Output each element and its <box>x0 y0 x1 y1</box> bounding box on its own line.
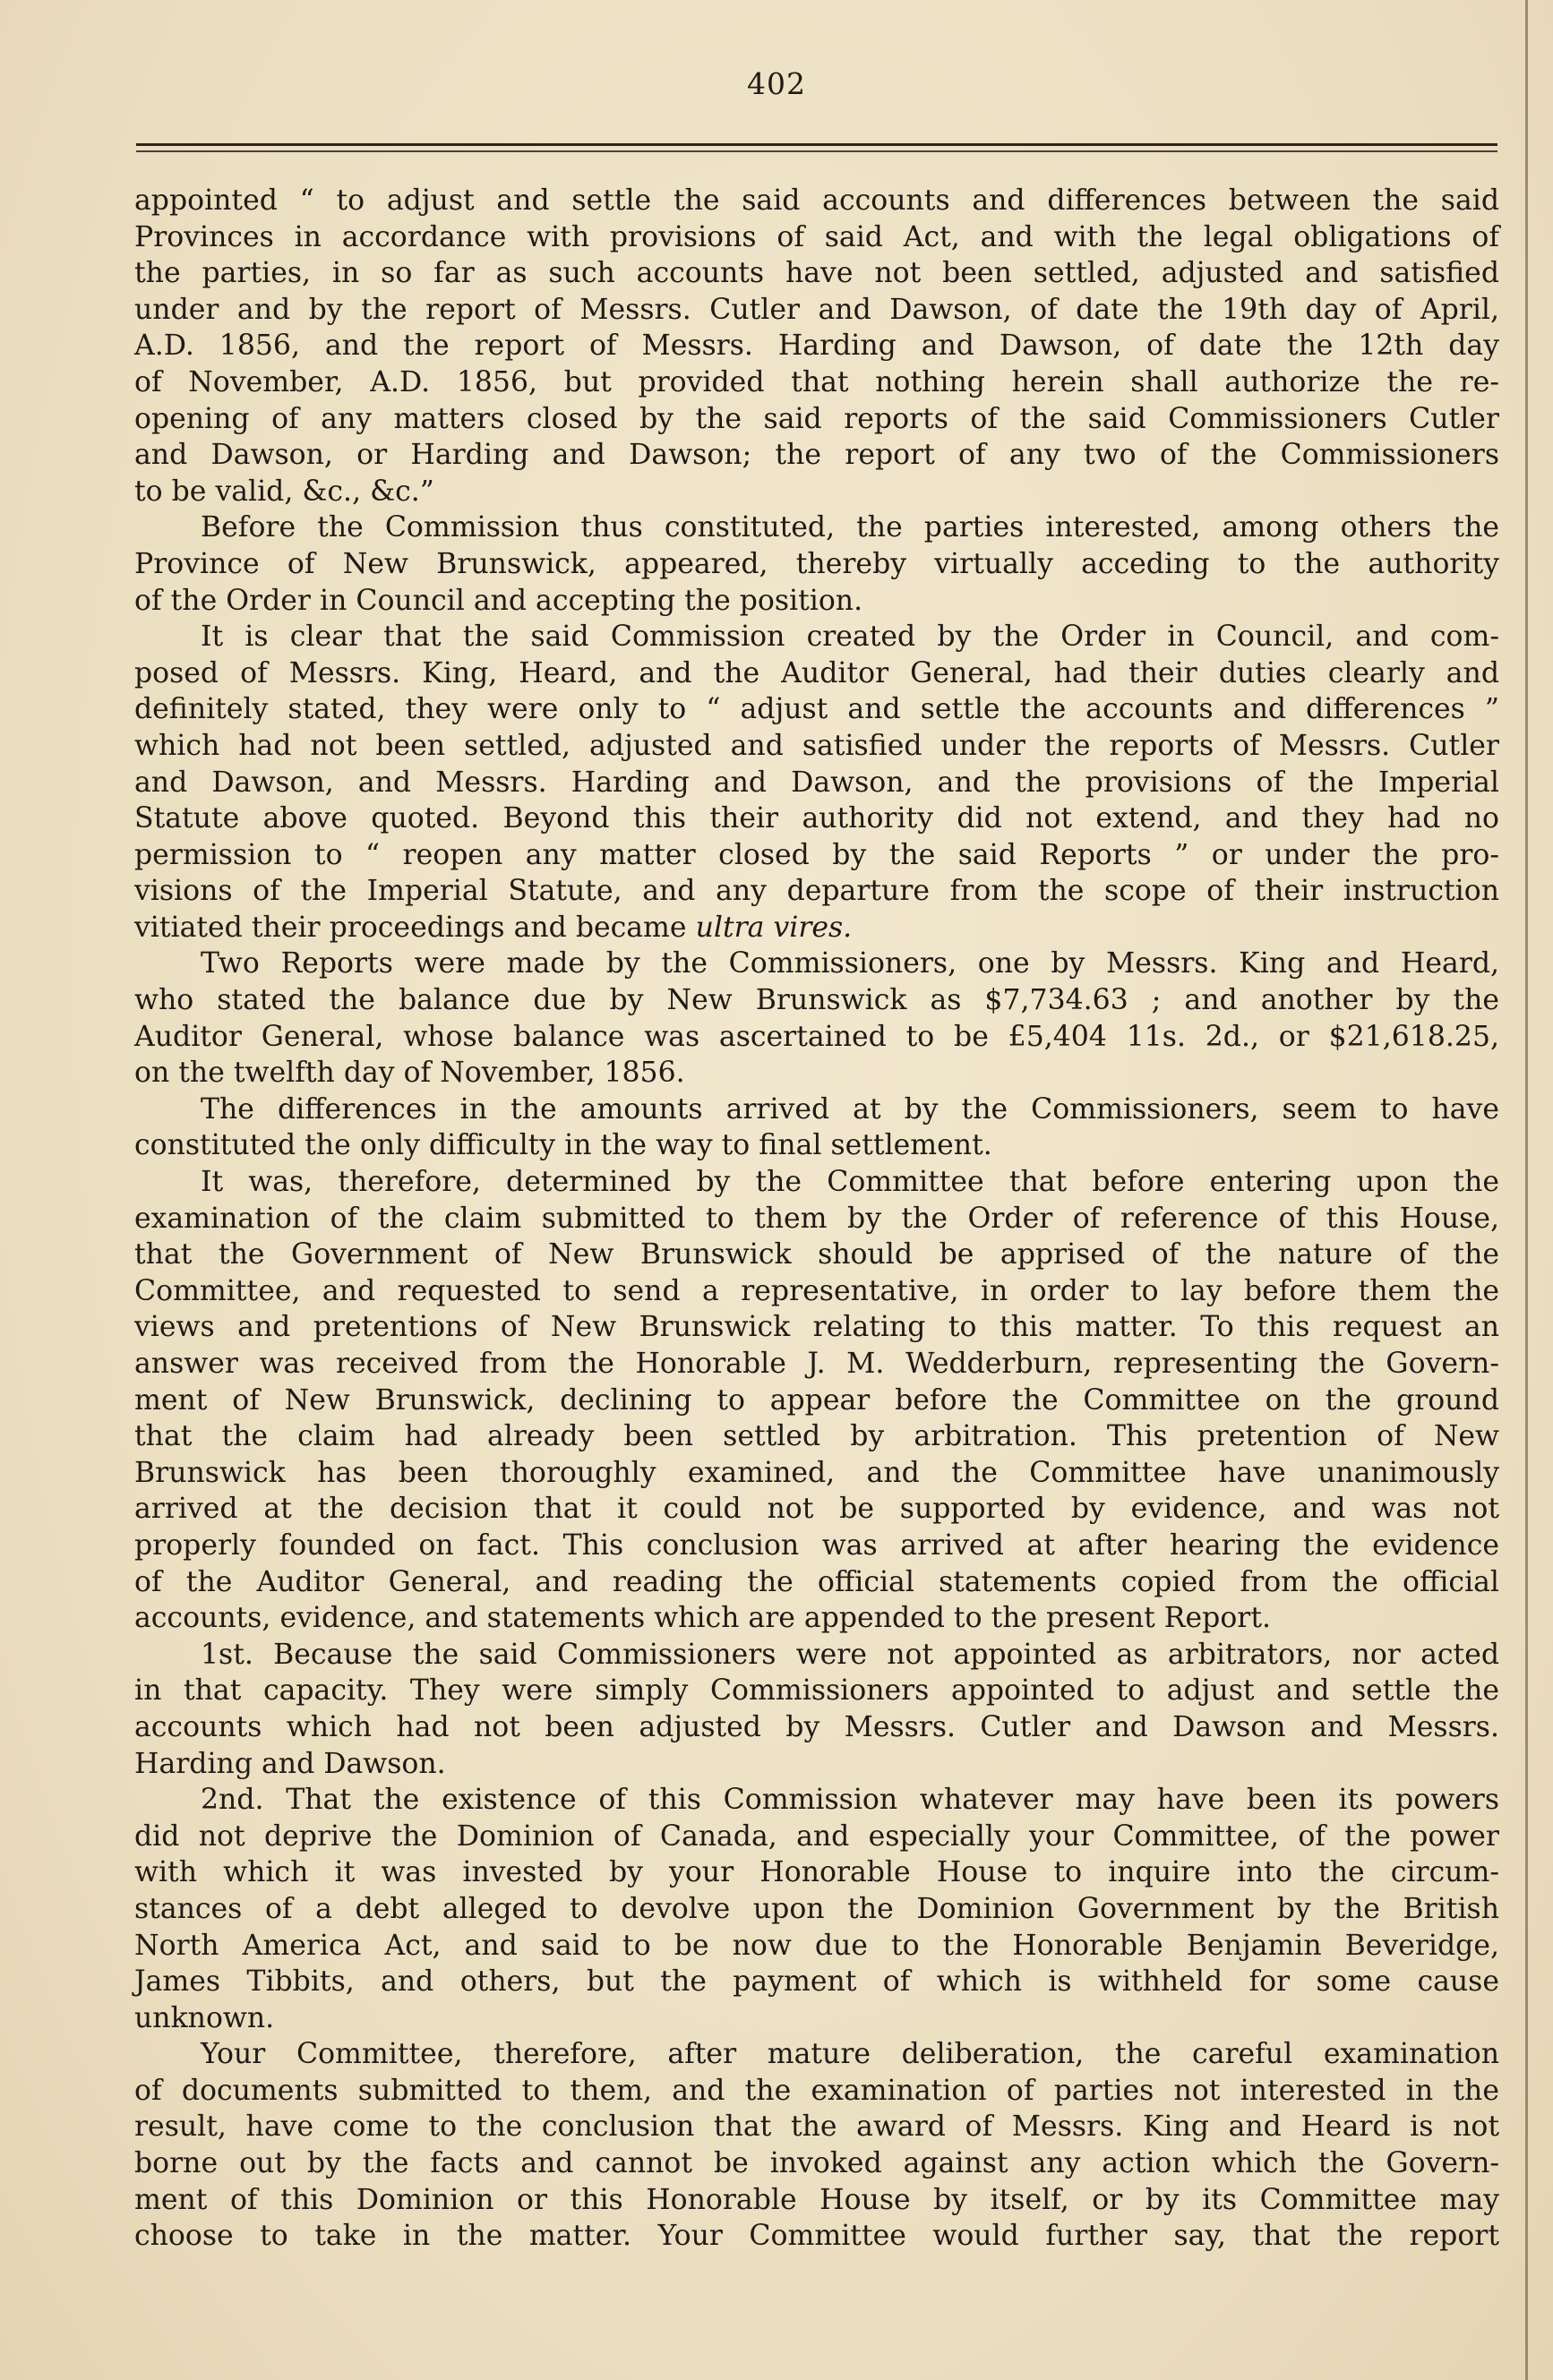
text-line: constituted the only difficulty in the way to final settlement. <box>134 1129 992 1162</box>
text-line: North America Act, and said to be now due to the Honorable Benjamin Beveridge, <box>134 1929 1499 1962</box>
text-line: with which it was invested by your Honorable House to inquire into the circum- <box>134 1856 1499 1889</box>
text-line: Two Reports were made by the Commissioners, one by Messrs. King and Heard, <box>201 947 1499 980</box>
text-line: accounts, evidence, and statements which are appended to the present Report. <box>134 1602 1272 1635</box>
text-line: properly founded on fact. This conclusion was arrived at after hearing the evidence <box>134 1528 1499 1562</box>
text-line: that the claim had already been settled by arbitration. This pretention of New <box>134 1420 1499 1453</box>
text-line: answer was received from the Honorable J. M. Wedderburn, representing the Govern- <box>134 1348 1499 1380</box>
text-line: Provinces in accordance with provisions of said Act, and with the legal obligations of <box>134 220 1499 253</box>
text-line: 1st. Because the said Commissioners were not appointed as arbitrators, nor acted <box>201 1638 1499 1671</box>
text-line: unknown. <box>134 2001 275 2034</box>
text-line: Harding and Dawson. <box>134 1747 446 1780</box>
text-line: accounts which had not been adjusted by Messrs. Cutler and Dawson and Messrs. <box>134 1710 1499 1743</box>
text-line: stances of a debt alleged to devolve upon the Dominion Government by the British <box>134 1892 1499 1925</box>
text-line: choose to take in the matter. Your Committee would further say, that the report <box>134 2220 1499 2253</box>
text-line: vitiated their proceedings and became ultra vires. <box>134 911 853 944</box>
text-line: result, have come to the conclusion that the award of Messrs. King and Heard is not <box>134 2110 1499 2144</box>
text-line: James Tibbits, and others, but the payment of which is withheld for some cause <box>134 1965 1499 1999</box>
text-line: examination of the claim submitted to them by the Order of reference of this House, <box>134 1202 1499 1235</box>
header-rule-thick <box>136 143 1497 146</box>
text-line: of November, A.D. 1856, but provided that nothing herein shall authorize the re- <box>134 365 1499 398</box>
text-line: ment of this Dominion or this Honorable House by itself, or by its Committee may <box>134 2183 1499 2216</box>
page-number: 402 <box>747 66 806 101</box>
text-line: permission to “ reopen any matter closed by the said Reports ” or under the pro- <box>134 838 1499 871</box>
text-line: 2nd. That the existence of this Commission whatever may have been its powers <box>201 1784 1499 1817</box>
text-line: Before the Commission thus constituted, the parties interested, among others the <box>201 511 1499 544</box>
text-line: which had not been settled, adjusted and satisfied under the reports of Messrs. Cutler <box>134 729 1499 762</box>
text-line: Province of New Brunswick, appeared, thereby virtually acceding to the authority <box>134 547 1499 580</box>
text-line: Brunswick has been thoroughly examined, and the Committee have unanimously <box>134 1456 1499 1489</box>
text-line: of the Order in Council and accepting the position. <box>134 584 863 617</box>
text-line: opening of any matters closed by the said reports of the said Commissioners Cutler <box>134 402 1499 435</box>
page-edge-line <box>1525 0 1528 2380</box>
text-line: arrived at the decision that it could not be supported by evidence, and was not <box>134 1493 1499 1526</box>
text-line: appointed “ to adjust and settle the said accounts and differences between the said <box>134 184 1499 217</box>
text-line: Auditor General, whose balance was ascertained to be £5,404 11s. 2d., or $21,618.25, <box>134 1020 1499 1053</box>
text-line: in that capacity. They were simply Commissioners appointed to adjust and settle the <box>134 1674 1499 1708</box>
text-line: Committee, and requested to send a representative, in order to lay before them the <box>134 1274 1499 1307</box>
text-line: who stated the balance due by New Brunswick as $7,734.63 ; and another by the <box>134 984 1499 1017</box>
text-line: that the Government of New Brunswick should be apprised of the nature of the <box>134 1238 1499 1271</box>
text-line: A.D. 1856, and the report of Messrs. Harding and Dawson, of date the 12th day <box>134 330 1499 363</box>
text-line: under and by the report of Messrs. Cutler and Dawson, of date the 19th day of April, <box>134 293 1499 326</box>
text-line: Statute above quoted. Beyond this their authority did not extend, and they had no <box>134 802 1499 835</box>
text-line: Your Committee, therefore, after mature deliberation, the careful examination <box>201 2038 1499 2071</box>
text-line: It is clear that the said Commission created by the Order in Council, and com- <box>201 621 1499 654</box>
text-line: ment of New Brunswick, declining to appear before the Committee on the ground <box>134 1383 1499 1417</box>
text-line: the parties, in so far as such accounts have not been settled, adjusted and satisfied <box>134 257 1499 290</box>
body-text <box>134 183 1499 2255</box>
text-line: of the Auditor General, and reading the official statements copied from the official <box>134 1565 1499 1598</box>
text-line: did not deprive the Dominion of Canada, and especially your Committee, of the power <box>134 1819 1499 1853</box>
text-line: definitely stated, they were only to “ adjust and settle the accounts and differences ” <box>134 693 1499 726</box>
text-line: to be valid, &c., &c.” <box>134 475 434 508</box>
text-line: views and pretentions of New Brunswick relating to this matter. To this request an <box>134 1311 1499 1344</box>
text-line: on the twelfth day of November, 1856. <box>134 1057 685 1090</box>
text-line: visions of the Imperial Statute, and any departure from the scope of their instruction <box>134 875 1499 908</box>
text-line: posed of Messrs. King, Heard, and the Auditor General, had their duties clearly and <box>134 656 1499 689</box>
text-line: The differences in the amounts arrived at by the Commissioners, seem to have <box>201 1092 1499 1126</box>
header-rule-thin <box>136 150 1497 152</box>
text-line: borne out by the facts and cannot be invoked against any action which the Govern- <box>134 2147 1499 2180</box>
text-line: It was, therefore, determined by the Committee that before entering upon the <box>201 1166 1499 1199</box>
text-line: and Dawson, and Messrs. Harding and Dawson, and the provisions of the Imperial <box>134 766 1499 799</box>
text-line: of documents submitted to them, and the examination of parties not interested in the <box>134 2074 1499 2107</box>
text-line: and Dawson, or Harding and Dawson; the report of any two of the Commissioners <box>134 439 1499 472</box>
